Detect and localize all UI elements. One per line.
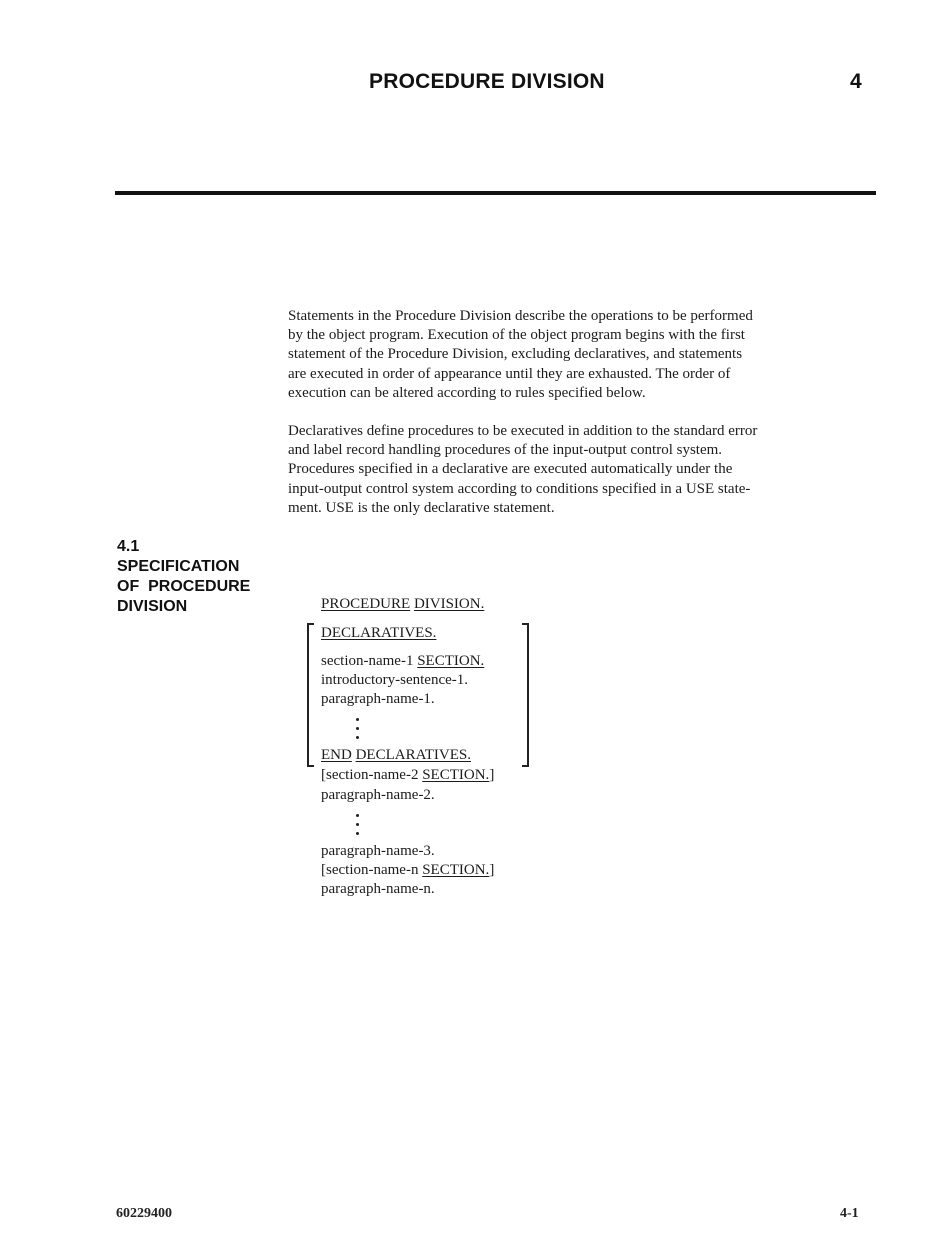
paragraph-name-2: paragraph-name-2. [321,787,435,803]
page-title: PROCEDURE DIVISION [369,70,605,93]
format-line-section-1 [321,652,484,671]
format-line-paragraph-1 [321,690,435,709]
section-number: 4.1 [117,538,140,555]
section-name-1: section-name-1 [321,653,414,669]
page-number: 4-1 [840,1206,859,1221]
keyword-procedure: PROCEDURE [321,596,411,612]
format-line-paragraph-n [321,880,435,899]
format-line-end-declaratives [321,746,471,765]
format-line-section-n [321,861,494,880]
text-line: and label record handling procedures of the input-output control system. [288,442,723,459]
introductory-sentence: introductory-sentence-1. [321,672,469,688]
keyword-section-n: SECTION. [422,862,490,878]
keyword-division: DIVISION. [413,596,485,612]
text-line: are executed in order of appearance until they are exhausted. The order of [288,365,731,382]
intro-paragraph-2 [288,422,884,518]
text-line: by the object program. Execution of the object program begins with the first [288,327,745,344]
format-line-paragraph-2 [321,786,435,805]
keyword-section: SECTION. [417,653,485,669]
text-line: execution can be altered according to rules specified below. [288,384,646,401]
keyword-declaratives: DECLARATIVES. [321,625,437,641]
format-line-section-2 [321,766,494,785]
section-title-line: OF PROCEDURE [117,578,251,595]
document-number: 60229400 [116,1206,172,1221]
paragraph-name-3: paragraph-name-3. [321,843,435,859]
format-line-intro-sentence [321,671,468,690]
section-name-2: [section-name-2 [321,767,419,783]
section-title-line: SPECIFICATION [117,558,240,575]
keyword-end: END [321,747,352,763]
left-bracket [307,623,314,767]
text-line: input-output control system according to conditions specified in a USE state- [288,480,751,497]
section-heading [117,537,250,617]
text-line: Procedures specified in a declarative are executed automatically under the [288,461,733,478]
close-bracket: ] [489,767,495,783]
right-bracket [522,623,529,767]
text-line: Statements in the Procedure Division describe the operations to be performed [288,308,753,324]
keyword-end-declaratives: DECLARATIVES. [355,747,471,763]
format-line-procedure-division [321,595,484,614]
section-name-n: [section-name-n [321,862,419,878]
paragraph-name-n: paragraph-name-n. [321,881,435,897]
section-title-line: DIVISION [117,598,188,615]
close-bracket-n: ] [489,862,495,878]
header-rule [115,191,876,195]
keyword-section-2: SECTION. [422,767,490,783]
paragraph-name-1: paragraph-name-1. [321,691,435,707]
text-line: ment. USE is the only declarative statement. [288,499,555,516]
text-line: Declaratives define procedures to be executed in addition to the standard error [288,423,758,439]
format-line-paragraph-3 [321,842,435,861]
format-line-declaratives [321,624,436,643]
text-line: statement of the Procedure Division, excluding declaratives, and statements [288,346,743,363]
intro-paragraph-1 [288,307,884,403]
chapter-number: 4 [850,70,862,93]
